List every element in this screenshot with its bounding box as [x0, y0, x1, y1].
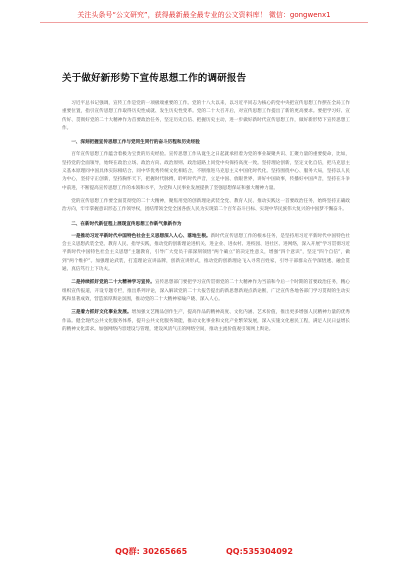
- point-1-paragraph: [62, 233, 350, 274]
- contact-footer: [0, 546, 408, 557]
- point-1-lead: 一是推动习近平新时代中国特色社会主义思想深入人心、落地生根。: [71, 233, 211, 239]
- section-2-heading: 二、在新时代新征程上展现宣传思想工作新气象新作为: [71, 221, 182, 227]
- section-1-heading: 一、深刻把握宣传思想工作与党同生同行的奋斗历程和历史经验: [71, 140, 200, 146]
- point-3-paragraph: [62, 309, 350, 334]
- document-body: [62, 100, 350, 339]
- banner-rule: [40, 22, 368, 23]
- qq-group-label: QQ群: 30265665: [115, 547, 188, 556]
- document-title: 关于做好新形势下宣传思想工作的调研报告: [62, 73, 247, 84]
- point-1-body: 新时代宣传思想工作的根本任务，是坚持用习近平新时代中国特色社会主义思想武装全党、教育人民、指导实践，推动党的创新理论进机关、进企业、进农村、进校园、进社区、进网络，深入开展“学习贯彻习近平新时代中国特色社会主义思想”主题教育，引导广大党员干部深刻领悟“两个确立”的决定性意义，增强“四个意识”，坚定“四个自信”，做到“两个维护”。加强理论武装，打造理论宣讲品牌，创新宣讲形式，推动党的创新理论飞入寻常百姓家，引导干部群众在学深悟透、融会贯通、真信笃行上下功夫。: [62, 233, 350, 273]
- section-1-paragraph-1: 百年宣传思想工作蕴含着极为宝贵的历史经验。宣传思想工作从诞生之日起就承担着为党的事业凝聚共识、汇聚力量的重要使命，比如，坚持党的全面领导，始终在政治立场、政治方向、政治原则、政治道路上同党中央保持高度一致。坚持理论创新，坚定文化自信，把马克思主义基本原理同中国具体实际相结合、同中华优秀传统文化相结合，不断推进马克思主义中国化时代化。坚持围绕中心、服务大局，坚持以人民为中心，坚持守正创新，坚持胸怀天下，把握时代脉搏，聆听时代声音，立足中国、放眼世界，讲好中国故事，传播好中国声音，坚持在斗争中前进，不断提高宣传思想工作的本领和水平，为党和人民事业发展提供了坚强思想保证和强大精神力量。: [62, 152, 350, 191]
- promo-banner: 关注头条号“公文研究”，获得最新最全最专业的公文资料库！ 微信：gongwenx1: [77, 11, 331, 19]
- point-3-body: 增加强文艺精品创作生产，提高作品的精神高度、文化内涵、艺术价值，推出更多增强人民精神力量的优秀作品。健全现代公共文化服务体系，提升公共文化服务效能，推动文化事业和文化产业繁荣发展，深入实施文化惠民工程，满足人民日益增长的精神文化需求。加强网络内容建设与管理，建设风清气正的网络空间，推动主流价值观引领网上舆论。: [62, 310, 350, 332]
- intro-paragraph: 习近平总书记强调，宣传工作是党的一项极端重要的工作。党的十八大以来，以习近平同志为核心的党中央把宣传思想工作摆在全局工作重要位置，指引宣传思想工作取得历史性成就、发生历史性变革。党的二十大召开后，对宣传思想工作提出了新的更高要求。要把学习好、宣传好、贯彻好党的二十大精神作为首要政治任务，坚定历史自信、把握历史主动，进一步做好新时代宣传思想工作，做好新形势下宣传思想工作。: [62, 101, 350, 131]
- point-2-paragraph: [62, 279, 350, 304]
- point-2-lead: 二是持续抓好党的二十大精神学习宣传。: [71, 280, 155, 286]
- point-2-body: 宣传思想部门要把学习宣传贯彻党的二十大精神作为当前和今后一个时期的首要政治任务，精心组织宣传报道，开设专题专栏，推出系列评论，深入解读党的二十大报告提出的新思想新观点新论断，广泛宣传各地各部门学习贯彻的生动实践和显著成效，营造浓厚舆论氛围，推动党的二十大精神家喻户晓、深入人心。: [62, 280, 350, 302]
- qq-label: QQ:535304092: [226, 547, 293, 556]
- point-3-lead: 三是着力抓好文化事业发展。: [71, 310, 132, 316]
- section-1-paragraph-2: 党的宣传思想工作要全面贯彻党的二十大精神，聚焦用党的创新理论武装全党、教育人民、推动实践这一首要政治任务，始终坚持正确政治方向，牢牢掌握意识形态工作领导权，团结带领全党全国各族人民为实现第二个百年奋斗目标、实现中华民族伟大复兴的中国梦不懈奋斗。: [62, 198, 350, 213]
